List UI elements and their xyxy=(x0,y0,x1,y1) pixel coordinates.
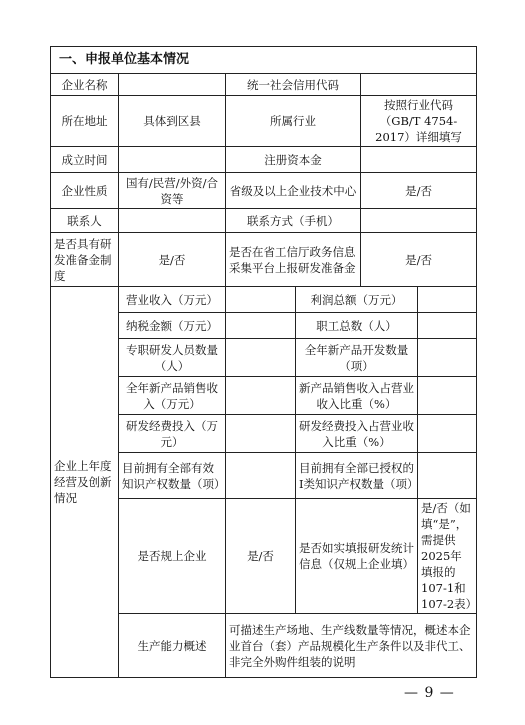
nature-field[interactable]: 国有/民营/外资/合资等 xyxy=(119,173,226,209)
applicant-info-table xyxy=(50,46,477,678)
ip1-count-label: 目前拥有全部已授权的I类知识产权数量（项） xyxy=(296,453,418,499)
rd-platform-label: 是否在省工信厅政务信息采集平台上报研发准备金 xyxy=(226,233,361,287)
rd-reserve-field[interactable]: 是/否 xyxy=(119,233,226,287)
rd-stats-label: 是否如实填报研发统计信息（仅规上企业填） xyxy=(296,499,418,614)
page-number: — 9 — xyxy=(404,685,455,701)
rd-stats-field[interactable]: 是/否（如填“是”，需提供2025年填报的107-1和107-2表） xyxy=(418,499,477,614)
revenue-label: 营业收入（万元） xyxy=(119,287,226,313)
revenue-field[interactable] xyxy=(226,287,296,313)
industry-label: 所属行业 xyxy=(226,96,361,147)
nature-label: 企业性质 xyxy=(51,173,119,209)
founded-field[interactable] xyxy=(119,147,226,173)
capacity-label: 生产能力概述 xyxy=(119,614,226,678)
rd-invest-field[interactable] xyxy=(226,415,296,453)
address-label: 所在地址 xyxy=(51,96,119,147)
section-title: 一、申报单位基本情况 xyxy=(51,47,477,74)
contact-method-label: 联系方式（手机） xyxy=(226,209,361,233)
above-scale-label: 是否规上企业 xyxy=(119,499,226,614)
capacity-field[interactable]: 可描述生产场地、生产线数量等情况，概述本企业首台（套）产品规模化生产条件以及非代工、非完全外购件组装的说明 xyxy=(226,614,477,678)
new-sales-field[interactable] xyxy=(226,377,296,415)
contact-label: 联系人 xyxy=(51,209,119,233)
provincial-center-label: 省级及以上企业技术中心 xyxy=(226,173,361,209)
rd-ratio-label: 研发经费投入占营业收入比重（%） xyxy=(296,415,418,453)
tax-field[interactable] xyxy=(226,313,296,339)
rd-platform-field[interactable]: 是/否 xyxy=(361,233,477,287)
credit-code-field[interactable] xyxy=(361,74,477,96)
rd-staff-label: 专职研发人员数量（人） xyxy=(119,339,226,377)
rd-invest-label: 研发经费投入（万元） xyxy=(119,415,226,453)
contact-method-field[interactable] xyxy=(361,209,477,233)
employees-field[interactable] xyxy=(418,313,477,339)
ip-count-label: 目前拥有全部有效知识产权数量（项） xyxy=(119,453,226,499)
profit-label: 利润总额（万元） xyxy=(296,287,418,313)
credit-code-label: 统一社会信用代码 xyxy=(226,74,361,96)
industry-field[interactable]: 按照行业代码（GB/T 4754-2017）详细填写 xyxy=(361,96,477,147)
above-scale-field[interactable]: 是/否 xyxy=(226,499,296,614)
employees-label: 职工总数（人） xyxy=(296,313,418,339)
rd-ratio-field[interactable] xyxy=(418,415,477,453)
new-products-field[interactable] xyxy=(418,339,477,377)
rd-reserve-label: 是否具有研发准备金制度 xyxy=(51,233,119,287)
reg-capital-label: 注册资本金 xyxy=(226,147,361,173)
rd-staff-field[interactable] xyxy=(226,339,296,377)
profit-field[interactable] xyxy=(418,287,477,313)
new-sales-ratio-field[interactable] xyxy=(418,377,477,415)
founded-label: 成立时间 xyxy=(51,147,119,173)
reg-capital-field[interactable] xyxy=(361,147,477,173)
tax-label: 纳税金额（万元） xyxy=(119,313,226,339)
new-sales-ratio-label: 新产品销售收入占营业收入比重（%） xyxy=(296,377,418,415)
contact-field[interactable] xyxy=(119,209,226,233)
new-products-label: 全年新产品开发数量（项） xyxy=(296,339,418,377)
company-name-field[interactable] xyxy=(119,74,226,96)
ip-count-field[interactable] xyxy=(226,453,296,499)
address-field[interactable]: 具体到区县 xyxy=(119,96,226,147)
ops-group-label: 企业上年度经营及创新情况 xyxy=(51,287,119,678)
provincial-center-field[interactable]: 是/否 xyxy=(361,173,477,209)
company-name-label: 企业名称 xyxy=(51,74,119,96)
ip1-count-field[interactable] xyxy=(418,453,477,499)
new-sales-label: 全年新产品销售收入（万元） xyxy=(119,377,226,415)
